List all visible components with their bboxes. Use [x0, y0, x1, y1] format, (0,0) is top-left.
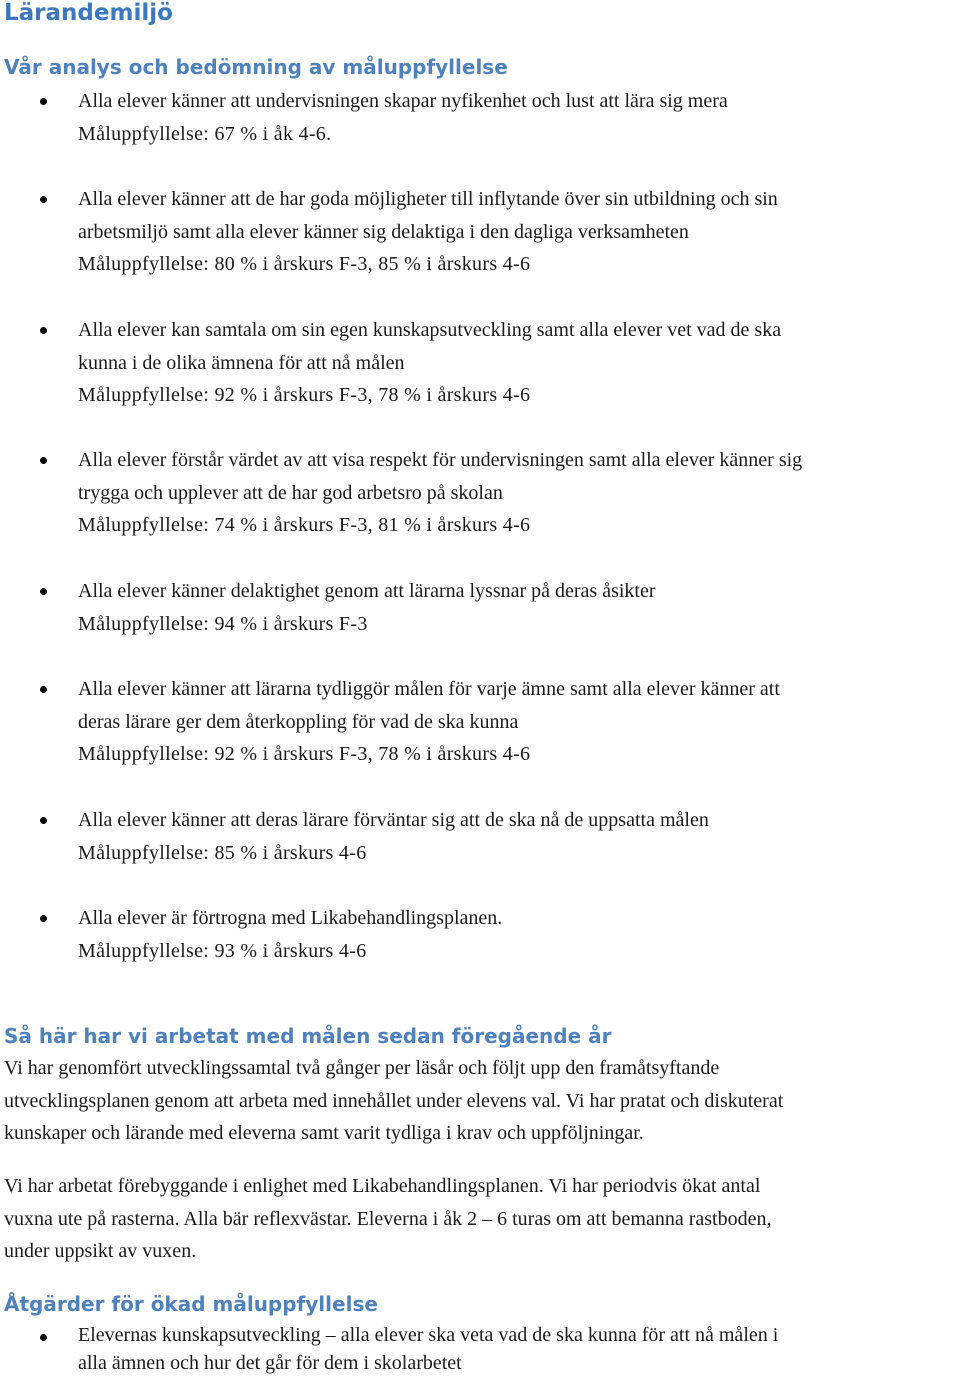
fulfillment-label: Måluppfyllelse:	[78, 841, 210, 864]
item-line: trygga och upplever att de har god arbetsro på skolan	[78, 481, 503, 504]
goal-fulfillment	[78, 118, 728, 151]
item-line: Alla elever kan samtala om sin egen kunskapsutveckling samt alla elever vet vad de ska	[78, 319, 782, 341]
goal-fulfillment	[78, 509, 802, 542]
fulfillment-value: 92 % i årskurs F-3, 78 % i årskurs 4-6	[214, 743, 531, 766]
item-line: Alla elever förstår värdet av att visa respekt för undervisningen samt alla elever känner sig	[78, 449, 803, 471]
bullet-icon	[40, 1334, 47, 1341]
section-heading-actions: Åtgärder för ökad måluppfyllelse	[4, 1292, 378, 1316]
goal-fulfillment	[78, 608, 656, 641]
item-line: Elevernas kunskapsutveckling – alla elever ska veta vad de ska kunna för att nå målen i	[78, 1324, 779, 1346]
fulfillment-value: 92 % i årskurs F-3, 78 % i årskurs 4-6	[214, 384, 531, 407]
item-text	[78, 673, 780, 771]
fulfillment-label: Måluppfyllelse:	[78, 939, 210, 962]
bullet-icon	[40, 588, 47, 595]
goal-fulfillment	[78, 248, 778, 281]
item-line: deras lärare ger dem återkoppling för vad de ska kunna	[78, 710, 519, 733]
item-line: Alla elever är förtrogna med Likabehandlingsplanen.	[78, 907, 503, 929]
bullet-icon	[40, 327, 47, 334]
bullet-icon	[40, 196, 47, 203]
paragraph-line: Vi har genomfört utvecklingssamtal två gånger per läsår och följt upp den framåtsyftande	[4, 1057, 720, 1079]
item-text	[78, 85, 728, 150]
paragraph	[4, 1170, 960, 1268]
item-line: Alla elever känner att undervisningen skapar nyfikenhet och lust att lära sig mera	[78, 90, 728, 112]
bullet-icon	[40, 817, 47, 824]
fulfillment-value: 85 % i årskurs 4-6	[214, 841, 367, 864]
item-text	[78, 575, 656, 640]
item-line: kunna i de olika ämnena för att nå målen	[78, 351, 405, 374]
item-text	[78, 444, 802, 542]
fulfillment-value: 93 % i årskurs 4-6	[214, 939, 367, 962]
fulfillment-label: Måluppfyllelse:	[78, 253, 210, 276]
fulfillment-label: Måluppfyllelse:	[78, 384, 210, 407]
fulfillment-label: Måluppfyllelse:	[78, 122, 210, 145]
bullet-icon	[40, 98, 47, 105]
fulfillment-label: Måluppfyllelse:	[78, 514, 210, 537]
item-line: Alla elever känner att de har goda möjligheter till inflytande över sin utbildning och sin	[78, 188, 778, 210]
section-heading-work: Så här har vi arbetat med målen sedan föregående år	[4, 1024, 612, 1048]
item-text	[78, 1321, 778, 1377]
fulfillment-value: 67 % i åk 4-6.	[214, 122, 332, 145]
item-line: arbetsmiljö samt alla elever känner sig delaktiga i den dagliga verksamheten	[78, 220, 689, 243]
fulfillment-value: 80 % i årskurs F-3, 85 % i årskurs 4-6	[214, 253, 531, 276]
item-line: Alla elever känner att lärarna tydliggör målen för varje ämne samt alla elever känner att	[78, 678, 780, 700]
item-text	[78, 804, 709, 869]
paragraph-line: kunskaper och lärande med eleverna samt varit tydliga i krav och uppföljningar.	[4, 1122, 644, 1144]
bullet-icon	[40, 457, 47, 464]
goal-fulfillment	[78, 935, 502, 968]
fulfillment-value: 74 % i årskurs F-3, 81 % i årskurs 4-6	[214, 514, 531, 537]
goal-fulfillment	[78, 837, 709, 870]
item-text	[78, 314, 781, 412]
page-title: Lärandemiljö	[4, 0, 173, 26]
fulfillment-label: Måluppfyllelse:	[78, 612, 210, 635]
fulfillment-label: Måluppfyllelse:	[78, 743, 210, 766]
goal-fulfillment	[78, 379, 781, 412]
paragraph-line: vuxna ute på rasterna. Alla bär reflexvästar. Eleverna i åk 2 – 6 turas om att bemanna rastboden,	[4, 1207, 772, 1230]
item-line: Alla elever känner delaktighet genom att lärarna lyssnar på deras åsikter	[78, 580, 656, 602]
bullet-icon	[40, 686, 47, 693]
fulfillment-value: 94 % i årskurs F-3	[214, 612, 368, 635]
item-line: Alla elever känner att deras lärare förväntar sig att de ska nå de uppsatta målen	[78, 809, 709, 831]
paragraph	[4, 1052, 960, 1150]
item-text	[78, 183, 778, 281]
item-line: alla ämnen och hur det går för dem i skolarbetet	[78, 1352, 462, 1374]
paragraph-line: utvecklingsplanen genom att arbeta med innehållet under elevens val. Vi har pratat och diskuterat	[4, 1089, 784, 1112]
paragraph-line: Vi har arbetat förebyggande i enlighet med Likabehandlingsplanen. Vi har periodvis ökat antal	[4, 1175, 761, 1197]
section-heading-analysis: Vår analys och bedömning av måluppfyllelse	[4, 55, 508, 79]
goal-fulfillment	[78, 738, 780, 771]
bullet-icon	[40, 915, 47, 922]
paragraph-line: under uppsikt av vuxen.	[4, 1240, 197, 1262]
item-text	[78, 902, 502, 967]
